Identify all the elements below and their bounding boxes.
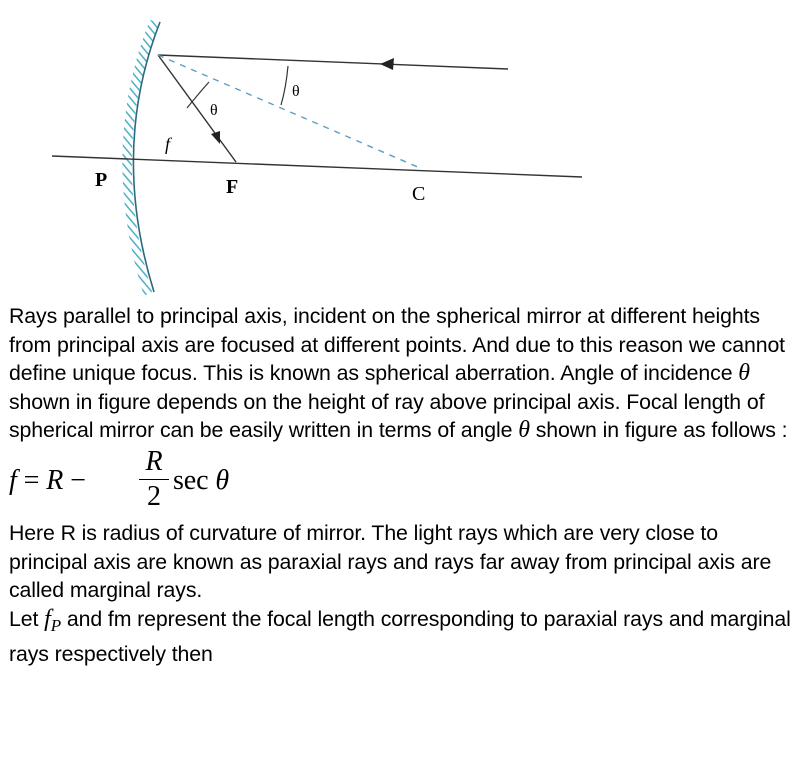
- definition-paragraph: Here R is radius of curvature of mirror. The light rays which are very close to principal axis are known as paraxial rays and rays far away from principal axis are called marginal rays.: [9, 520, 772, 603]
- intro-paragraph: Rays parallel to principal axis, incident on the spherical mirror at different heights from principal axis are focused at different points. And due to this reason we cannot define unique focus. This is known as spherical aberration. Angle of incidence θ shown in figure depends on the height of ray above principal axis. Focal length of spherical mirror can be easily written in terms of angle θ shown in figure as follows :: [9, 304, 788, 444]
- focal-length-formula: [9, 447, 799, 519]
- fp-symbol: $f_P$: [44, 605, 62, 635]
- label-center: C: [412, 183, 426, 205]
- question-text: [9, 302, 799, 669]
- question-stem: Let $f_P$ and fm represent the focal length corresponding to paraxial rays and marginal rays respectively then: [9, 605, 791, 667]
- formula-sec-theta: sec θ: [173, 464, 230, 496]
- label-pole: P: [95, 169, 108, 191]
- label-angle-theta-1: θ: [210, 102, 218, 119]
- normal-line: [158, 55, 420, 168]
- mirror-hatching: [122, 20, 160, 296]
- theta-symbol: θ: [738, 360, 750, 387]
- formula-fraction: R 2: [139, 447, 169, 513]
- angle-arc-2: [281, 66, 288, 105]
- formula-lhs: f = R −: [9, 464, 86, 496]
- label-focus: F: [226, 176, 239, 198]
- theta-symbol: θ: [518, 417, 530, 444]
- arrow-incident: [380, 58, 394, 70]
- label-angle-theta-2: θ: [292, 83, 300, 100]
- arrow-reflected: [211, 131, 220, 144]
- label-focal-length: f: [165, 134, 171, 154]
- spherical-mirror-diagram: [0, 0, 800, 300]
- angle-arc-1: [187, 82, 209, 108]
- incident-ray: [158, 55, 508, 69]
